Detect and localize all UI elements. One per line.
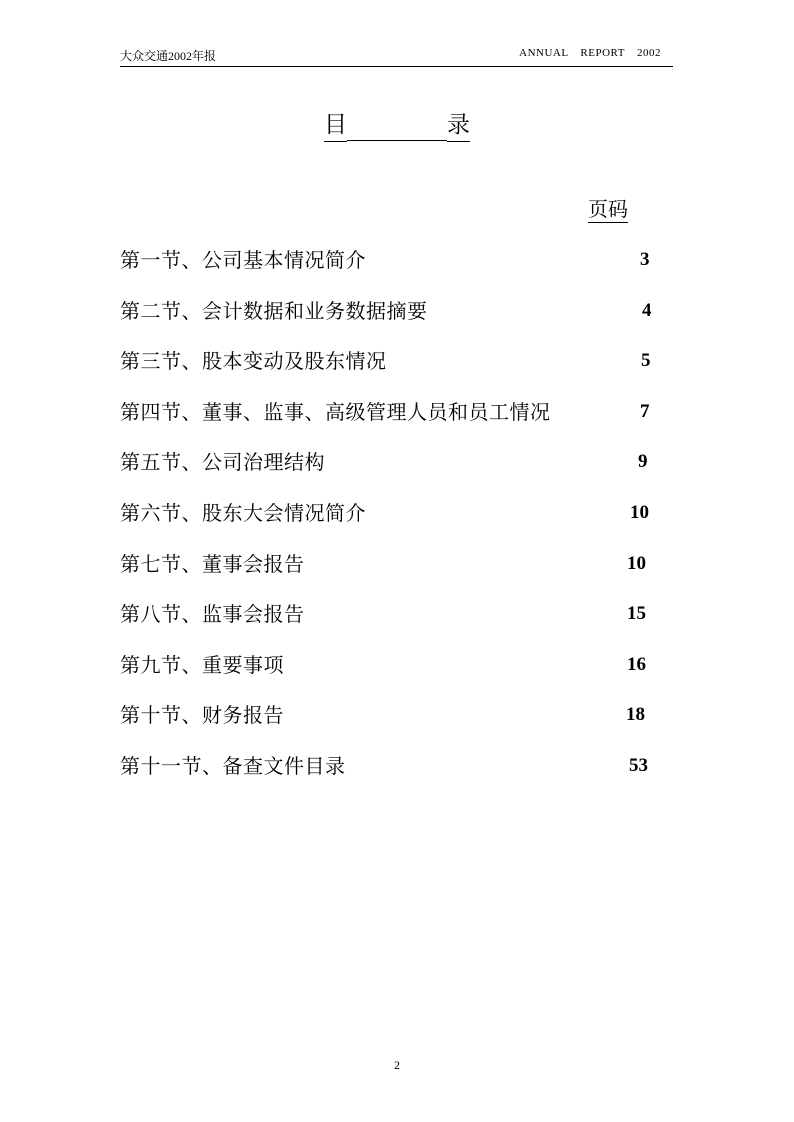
toc-entry-label: 第十一节、备查文件目录 — [120, 753, 346, 778]
toc-entry-label: 第三节、股本变动及股东情况 — [120, 349, 387, 374]
toc-entry[interactable] — [120, 293, 660, 344]
header-report-name: 大众交通2002年报 — [120, 49, 217, 63]
toc-entry-page: 16 — [627, 653, 646, 675]
toc-entry-page: 3 — [640, 249, 650, 270]
toc-entry[interactable] — [120, 394, 660, 445]
toc-entry-label: 第九节、重要事项 — [120, 652, 284, 677]
toc-entry-label: 第六节、股东大会情况简介 — [120, 500, 366, 525]
title-char-left: 目 — [324, 106, 347, 142]
page-header — [120, 40, 673, 67]
title-underline-gap — [347, 112, 447, 141]
toc-entry-label: 第七节、董事会报告 — [120, 551, 305, 576]
table-of-contents — [120, 242, 660, 799]
toc-entry[interactable] — [120, 748, 660, 799]
toc-entry[interactable] — [120, 647, 660, 698]
toc-entry[interactable] — [120, 242, 660, 293]
title-char-right: 录 — [447, 106, 470, 142]
toc-entry-page: 15 — [627, 603, 646, 625]
toc-entry[interactable] — [120, 596, 660, 647]
toc-entry-label: 第五节、公司治理结构 — [120, 450, 325, 475]
page-title — [0, 106, 794, 142]
toc-entry-page: 10 — [627, 552, 646, 574]
header-annual-report: ANNUAL REPORT 2002 — [519, 47, 661, 59]
toc-entry-page: 7 — [640, 400, 650, 422]
toc-entry-page: 5 — [641, 350, 651, 372]
toc-entry-label: 第十节、财务报告 — [120, 703, 284, 728]
toc-entry-label: 第二节、会计数据和业务数据摘要 — [120, 298, 428, 323]
toc-entry-page: 53 — [629, 754, 648, 776]
toc-entry[interactable] — [120, 546, 660, 597]
toc-entry[interactable] — [120, 343, 660, 394]
toc-entry[interactable] — [120, 444, 660, 495]
toc-entry-page: 4 — [642, 299, 652, 321]
toc-entry-page: 18 — [626, 704, 645, 726]
toc-entry[interactable] — [120, 495, 660, 546]
page-number: 2 — [394, 1058, 400, 1072]
toc-entry-label: 第一节、公司基本情况简介 — [120, 248, 366, 272]
toc-entry-page: 9 — [638, 451, 648, 473]
toc-entry-label: 第八节、监事会报告 — [120, 602, 305, 627]
toc-entry[interactable] — [120, 697, 660, 748]
toc-entry-page: 10 — [630, 501, 649, 523]
page-column-label: 页码 — [588, 197, 628, 221]
toc-entry-label: 第四节、董事、监事、高级管理人员和员工情况 — [120, 399, 551, 424]
